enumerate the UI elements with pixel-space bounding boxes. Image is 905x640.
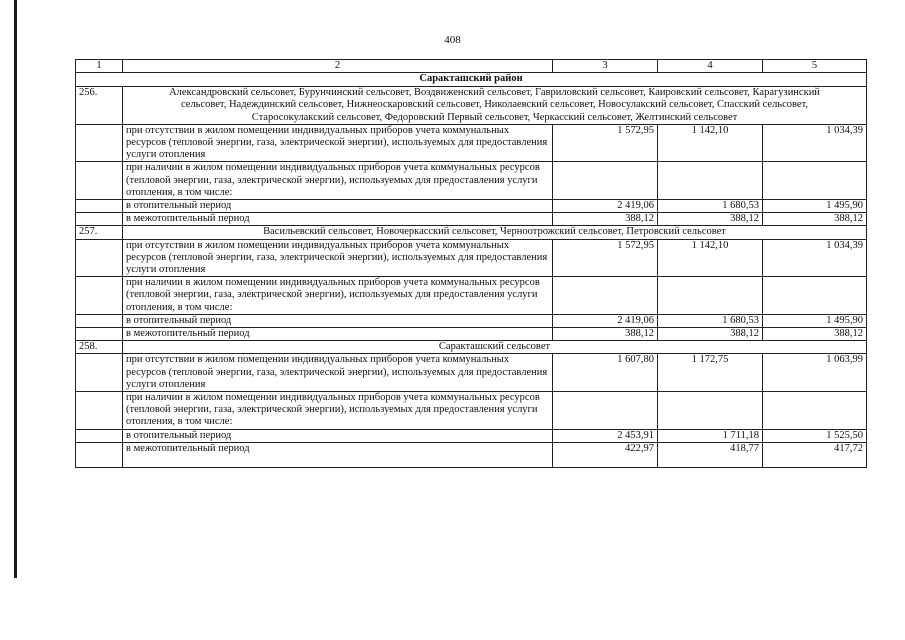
value-col-5: 1 495,90 [763, 200, 867, 213]
page-number: 408 [444, 34, 461, 46]
table-row [76, 200, 867, 213]
group-places-row [76, 87, 867, 125]
value-col-5 [763, 277, 867, 315]
value-col-3: 2 419,06 [553, 314, 658, 327]
value-col-4 [658, 277, 763, 315]
row-label: в отопительный период [123, 314, 553, 327]
header-col-1: 1 [76, 60, 123, 73]
value-col-3: 388,12 [553, 213, 658, 226]
value-col-3: 1 607,80 [553, 354, 658, 392]
table-row [76, 124, 867, 162]
value-col-4: 1 172,75 [658, 354, 763, 392]
value-col-5: 388,12 [763, 213, 867, 226]
row-label: в отопительный период [123, 429, 553, 442]
value-col-3: 388,12 [553, 328, 658, 341]
value-col-5: 1 525,50 [763, 429, 867, 442]
group-places: Саракташский сельсовет [123, 341, 867, 354]
empty-cell [76, 200, 123, 213]
row-label: в отопительный период [123, 200, 553, 213]
group-number: 258. [76, 341, 123, 354]
region-title: Саракташский район [76, 73, 867, 87]
group-places: Васильевский сельсовет, Новочеркасский сельсовет, Черноотрожский сельсовет, Петровский сельсовет [123, 226, 867, 239]
empty-cell [76, 213, 123, 226]
empty-cell [76, 162, 123, 200]
row-label: при отсутствии в жилом помещении индивидуальных приборов учета коммунальных ресурсов (тепловой энергии, газа, электрической энергии), используемых для предоставления услуги отопления [123, 124, 553, 162]
value-col-3: 422,97 [553, 442, 658, 467]
row-label: при наличии в жилом помещении индивидуальных приборов учета коммунальных ресурсов (тепловой энергии, газа, электрической энергии), используемых для предоставления услуги отопления, в том числе: [123, 162, 553, 200]
table-row [76, 392, 867, 430]
row-label: при отсутствии в жилом помещении индивидуальных приборов учета коммунальных ресурсов (тепловой энергии, газа, электрической энергии), используемых для предоставления услуги отопления [123, 354, 553, 392]
value-col-4: 1 711,18 [658, 429, 763, 442]
value-col-4: 1 680,53 [658, 314, 763, 327]
empty-cell [76, 392, 123, 430]
header-col-2: 2 [123, 60, 553, 73]
group-places-row [76, 341, 867, 354]
value-col-4: 388,12 [658, 328, 763, 341]
value-col-5: 1 495,90 [763, 314, 867, 327]
empty-cell [76, 328, 123, 341]
region-row [76, 73, 867, 87]
empty-cell [76, 239, 123, 277]
scan-edge-line [14, 0, 17, 578]
value-col-3 [553, 392, 658, 430]
value-col-4 [658, 162, 763, 200]
empty-cell [76, 354, 123, 392]
value-col-5: 1 034,39 [763, 239, 867, 277]
header-col-4: 4 [658, 60, 763, 73]
value-col-4: 1 142,10 [658, 239, 763, 277]
value-col-4: 1 142,10 [658, 124, 763, 162]
value-col-5: 388,12 [763, 328, 867, 341]
value-col-4: 388,12 [658, 213, 763, 226]
table-row [76, 162, 867, 200]
table-row [76, 442, 867, 467]
value-col-4: 418,77 [658, 442, 763, 467]
row-label: в межотопительный период [123, 328, 553, 341]
tariff-table [75, 59, 867, 468]
empty-cell [76, 442, 123, 467]
table-row [76, 277, 867, 315]
table-row [76, 354, 867, 392]
table-row [76, 213, 867, 226]
empty-cell [76, 314, 123, 327]
row-label: в межотопительный период [123, 442, 553, 467]
value-col-5 [763, 162, 867, 200]
row-label: при наличии в жилом помещении индивидуальных приборов учета коммунальных ресурсов (тепловой энергии, газа, электрической энергии), используемых для предоставления услуги отопления, в том числе: [123, 277, 553, 315]
row-label: при отсутствии в жилом помещении индивидуальных приборов учета коммунальных ресурсов (тепловой энергии, газа, электрической энергии), используемых для предоставления услуги отопления [123, 239, 553, 277]
group-places: Александровский сельсовет, Бурунчинский сельсовет, Воздвиженский сельсовет, Гавриловский сельсовет, Каировский сельсовет, Карагузинский сельсовет, Надеждинский сельсовет, Нижнеоскаровский сельсовет, Николаевский сельсовет, Новосулакский сельсовет, Спасский сельсовет, Старосокулакский сельсовет, Федоровский Первый сельсовет, Черкасский сельсовет, Желтинский сельсовет [123, 87, 867, 125]
table-row [76, 314, 867, 327]
table-row [76, 239, 867, 277]
value-col-3: 1 572,95 [553, 124, 658, 162]
value-col-3: 1 572,95 [553, 239, 658, 277]
group-number: 256. [76, 87, 123, 125]
value-col-5: 1 034,39 [763, 124, 867, 162]
value-col-3: 2 453,91 [553, 429, 658, 442]
empty-cell [76, 124, 123, 162]
empty-cell [76, 277, 123, 315]
value-col-4: 1 680,53 [658, 200, 763, 213]
value-col-3 [553, 277, 658, 315]
header-col-3: 3 [553, 60, 658, 73]
group-places-row [76, 226, 867, 239]
row-label: при наличии в жилом помещении индивидуальных приборов учета коммунальных ресурсов (тепловой энергии, газа, электрической энергии), используемых для предоставления услуги отопления, в том числе: [123, 392, 553, 430]
group-number: 257. [76, 226, 123, 239]
value-col-5 [763, 392, 867, 430]
value-col-3 [553, 162, 658, 200]
header-col-5: 5 [763, 60, 867, 73]
row-label: в межотопительный период [123, 213, 553, 226]
value-col-4 [658, 392, 763, 430]
value-col-3: 2 419,06 [553, 200, 658, 213]
empty-cell [76, 429, 123, 442]
table-row [76, 328, 867, 341]
table-row [76, 429, 867, 442]
value-col-5: 1 063,99 [763, 354, 867, 392]
table-header-row [76, 60, 867, 73]
value-col-5: 417,72 [763, 442, 867, 467]
